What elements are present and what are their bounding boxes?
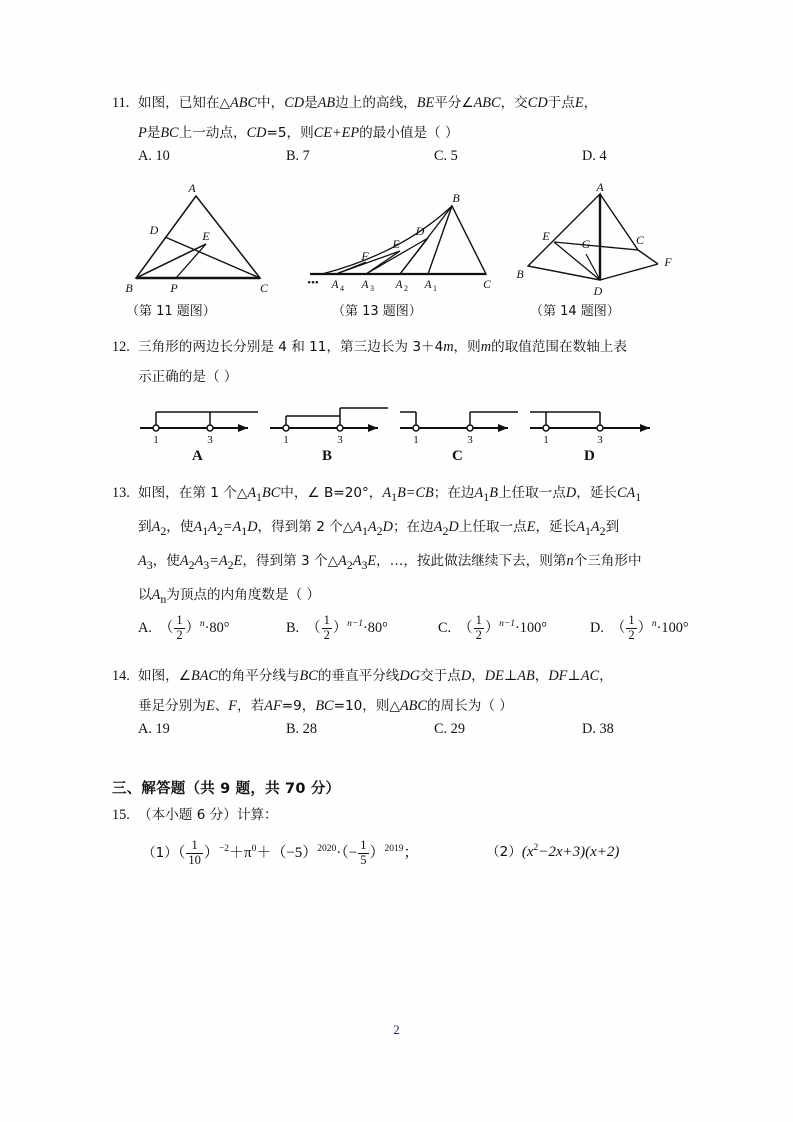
q11b-t1: 是 — [146, 125, 161, 141]
q13-c-frac — [474, 614, 484, 641]
q13a-t5: ，延长 — [576, 485, 618, 501]
q14a-v7: DF — [548, 668, 568, 685]
q15-part-1: （1）（ $\frac{1}{10}$ ）$^{-2}+\pi^0+(-5)^{2020}\cdot(-$ $\frac{1}{5}$ ）$^{2019}$； — [142, 838, 419, 867]
figure-row — [112, 182, 682, 300]
q11-option-a[interactable]: A. 10 — [138, 148, 170, 164]
svg-text:4: 4 — [340, 284, 344, 293]
q13-d-exp: n — [651, 619, 657, 630]
q13d-v1: A — [151, 586, 161, 603]
q12-label-c[interactable]: C — [452, 448, 463, 464]
q13c-v7: A — [352, 552, 362, 569]
question-12-numberlines — [112, 398, 682, 448]
q13b-v3: A — [208, 518, 217, 535]
svg-text:F: F — [361, 249, 369, 263]
q12-numberline-d[interactable] — [530, 398, 660, 451]
svg-text:D: D — [415, 224, 425, 238]
q14a-v8: AC — [580, 668, 600, 685]
question-13-line2 — [138, 512, 682, 546]
q13b-s9: 2 — [599, 523, 606, 538]
question-13-number: 13. — [112, 485, 130, 501]
q15-p1-prefix: （1） — [142, 845, 178, 862]
svg-text:A: A — [361, 279, 369, 291]
svg-text:D: D — [593, 284, 603, 298]
q11-v3: AB — [317, 95, 336, 111]
q13-a-exp: n — [199, 619, 205, 630]
question-11-body — [138, 88, 682, 148]
q12-v2: m — [480, 339, 492, 355]
q15-p1-plus2: ＋（−5） — [256, 845, 318, 862]
q14-option-b[interactable]: B. 28 — [286, 721, 317, 738]
page-content — [112, 88, 689, 886]
q12-numberline-b[interactable] — [270, 398, 390, 451]
q15-p1-f2den: 5 — [360, 852, 367, 867]
q11b-t2: 上一动点， — [178, 125, 247, 141]
q14a-t5: ， — [471, 668, 485, 685]
q13c-v2: A — [179, 552, 189, 569]
q14a-t3: 的垂直平分线 — [317, 668, 400, 685]
question-11-line2 — [138, 118, 682, 148]
q13c-t2: ，得到第 3 个△ — [242, 552, 339, 569]
q13b-v10: D — [448, 518, 459, 535]
q14b-t3: ，若 — [237, 698, 265, 715]
q14b-v1: E — [205, 698, 215, 715]
q13-d-den: 2 — [628, 627, 635, 642]
svg-text:3: 3 — [370, 284, 374, 293]
svg-text:A: A — [188, 182, 196, 195]
svg-text:E: E — [202, 229, 210, 243]
q11-t2: 中， — [257, 95, 285, 111]
q12-t2: ，则 — [453, 339, 481, 355]
question-13-line1 — [138, 478, 682, 512]
question-11-number: 11. — [112, 95, 130, 111]
q13-b-frac — [322, 614, 332, 641]
q13b-s4: 1 — [241, 523, 248, 538]
q13b-t5: 上任取一点 — [458, 518, 527, 535]
q13b-s1: 2 — [160, 523, 167, 538]
q11-option-b[interactable]: B. 7 — [286, 148, 310, 164]
q13b-v8: D — [382, 518, 393, 535]
question-12-body — [138, 332, 682, 392]
q13-c-exp: n−1 — [499, 619, 516, 630]
question-14-body — [138, 661, 682, 721]
question-12-line1 — [138, 332, 682, 362]
q13-b-exp: n−1 — [347, 619, 364, 630]
q15-p1-f1den: 10 — [188, 852, 201, 867]
q15-p1-exp2: 0 — [251, 844, 257, 855]
q13c-s1: 3 — [146, 557, 153, 572]
q15-p1-plus: ＋π — [228, 845, 252, 862]
q15-p1-f1num: 1 — [191, 838, 198, 853]
q13b-s2: 1 — [202, 523, 209, 538]
question-13-options — [138, 613, 689, 649]
q13a-sub4: 1 — [635, 489, 642, 504]
q14b-v5: ABC — [399, 698, 427, 715]
question-11-line1 — [138, 88, 682, 118]
q15-p1-f2num: 1 — [360, 838, 367, 853]
q14a-v3: DG — [399, 668, 421, 685]
q13-option-b[interactable]: B. （ $\frac{1}{2}$ ）$^{n-1}$·80° — [286, 613, 388, 642]
q13a-v8: CA — [617, 485, 636, 501]
svg-text:B: B — [452, 191, 460, 205]
q13a-sub3: 1 — [483, 489, 490, 504]
svg-text:2: 2 — [404, 284, 408, 293]
q11-v7: E — [574, 95, 584, 111]
q13b-v7: A — [367, 518, 377, 535]
q13a-v6: B — [489, 485, 498, 501]
q13c-v6: A — [338, 552, 347, 569]
q11-t4: 边上的高线， — [335, 95, 417, 111]
q12-numberline-c[interactable] — [400, 398, 520, 451]
q13c-v4: =A — [209, 552, 228, 569]
q13c-v8: E — [367, 552, 377, 569]
q13b-s7: 2 — [442, 523, 449, 538]
q13a-t1: 如图，在第 1 个△ — [138, 485, 248, 501]
q12-numberline-a[interactable] — [140, 398, 260, 451]
q11-v2: CD — [284, 95, 305, 111]
q13c-s3: 3 — [203, 557, 210, 572]
q11-t1: 如图，已知在△ — [138, 95, 231, 111]
q13d-t2: 为顶点的内角度数是（ ） — [166, 586, 321, 603]
question-14-line2 — [138, 691, 682, 721]
svg-text:E: E — [392, 237, 400, 251]
q13a-v1: A — [247, 485, 257, 501]
svg-text:C: C — [635, 233, 645, 247]
svg-text:F: F — [664, 255, 672, 269]
q13b-t6: ，延长 — [535, 518, 577, 535]
question-15-expressions — [138, 840, 682, 886]
page-number: 2 — [393, 1022, 400, 1037]
q14a-t8: ⊥ — [567, 668, 581, 685]
q12-label-b[interactable]: B — [322, 448, 333, 464]
q13b-v4: =A — [222, 518, 242, 535]
q13-d-frac — [626, 614, 636, 641]
question-12-option-labels — [112, 448, 682, 474]
svg-text:1: 1 — [433, 284, 437, 293]
svg-text:1: 1 — [153, 434, 159, 446]
q11b-t3: =5，则 — [266, 125, 314, 141]
q13b-s8: 1 — [584, 523, 591, 538]
q11-t3: 是 — [304, 95, 318, 111]
q13b-v2: A — [193, 518, 203, 535]
q15-p1-semi: ； — [403, 845, 419, 862]
q13b-v1: A — [151, 518, 161, 535]
question-13-body — [138, 478, 682, 613]
q13a-sub1: 1 — [256, 489, 262, 504]
q15-p1-frac1 — [186, 839, 203, 866]
q13c-t3: ，…，按此做法继续下去，则第 — [376, 552, 567, 569]
q14a-v2: BC — [299, 668, 318, 685]
q14b-v3: AF — [264, 698, 282, 715]
q14b-v4: BC — [315, 698, 334, 715]
q11b-v2: BC — [160, 125, 179, 141]
q13-b-label: B. — [286, 620, 300, 637]
q14b-t6: 的周长为（ ） — [426, 698, 513, 715]
q13a-v4: B=CB — [397, 485, 434, 501]
q13a-v5: A — [474, 485, 484, 501]
q11-v1: ABC — [230, 95, 258, 111]
svg-text:B: B — [125, 281, 133, 295]
q13b-t2: ，使 — [166, 518, 194, 535]
q12-label-a[interactable]: A — [192, 448, 203, 464]
q12-t1: 三角形的两边长分别是 4 和 11，第三边长为 3＋4 — [138, 339, 444, 355]
svg-text:•••: ••• — [307, 277, 319, 289]
q13b-t1: 到 — [138, 518, 152, 535]
question-12-line2: 示正确的是（ ） — [138, 369, 238, 385]
svg-text:P: P — [170, 281, 178, 295]
q11-t8: ， — [583, 95, 598, 111]
q13a-v2: BC — [262, 485, 281, 501]
q13d-t1: 以 — [138, 586, 152, 603]
q11-v6: CD — [527, 95, 548, 111]
q13b-v12: A — [576, 518, 585, 535]
q13b-s6: 2 — [376, 523, 383, 538]
svg-text:G: G — [581, 237, 591, 251]
q15-p2-expa: 2 — [533, 843, 539, 854]
svg-text:A: A — [424, 279, 432, 291]
figure-captions — [112, 300, 682, 326]
question-15-number: 15. — [112, 807, 130, 824]
q13b-s5: 1 — [361, 523, 368, 538]
q13-d-label: D. — [590, 620, 604, 637]
svg-text:3: 3 — [597, 434, 603, 446]
q11-option-c[interactable]: C. 5 — [434, 148, 458, 164]
svg-text:D: D — [149, 223, 159, 237]
svg-text:3: 3 — [467, 434, 473, 446]
question-15 — [112, 800, 682, 830]
q13-b-num: 1 — [323, 613, 330, 628]
q15-p1-exp3: 2020 — [317, 844, 337, 855]
q14a-v1: BAC — [190, 668, 218, 685]
q13c-v9: n — [566, 552, 574, 569]
q13c-v5: E — [233, 552, 243, 569]
section-3-title: 三、解答题（共 9 题，共 70 分） — [112, 781, 341, 798]
q13c-s2: 2 — [188, 557, 195, 572]
svg-text:C: C — [259, 281, 269, 295]
q13-a-num: 1 — [176, 613, 183, 628]
figure-13-caption: （第 13 题图） — [332, 304, 422, 319]
q13c-s5: 2 — [346, 557, 353, 572]
svg-text:B: B — [516, 267, 524, 281]
question-15-body — [138, 800, 682, 830]
q13b-v6: A — [353, 518, 362, 535]
question-14-options — [138, 721, 682, 751]
q11b-v1: P — [138, 125, 147, 141]
q13b-t4: ；在边 — [392, 518, 434, 535]
q14-option-c[interactable]: C. 29 — [434, 721, 465, 738]
question-13-line3 — [138, 546, 682, 580]
svg-text:1: 1 — [543, 434, 549, 446]
q13-c-label: C. — [438, 620, 452, 637]
q14a-v4: D — [460, 668, 472, 685]
svg-text:1: 1 — [283, 434, 289, 446]
question-11 — [112, 88, 682, 148]
q13b-v11: E — [526, 518, 536, 535]
question-12-number: 12. — [112, 339, 130, 355]
q14b-t2: 、 — [214, 698, 229, 715]
q13-c-mult: ·100° — [515, 620, 547, 637]
q14b-t4: =9， — [281, 698, 316, 715]
q11-v4: BE — [416, 95, 435, 111]
q13-c-den: 2 — [475, 627, 482, 642]
q13a-sub2: 1 — [391, 489, 398, 504]
q12-v1: m — [443, 339, 454, 355]
q11b-v4: CE+EP — [313, 125, 360, 141]
figure-11 — [118, 182, 278, 303]
question-14-line1 — [138, 661, 682, 691]
q14b-v2: F — [228, 698, 238, 715]
q13a-v3: A — [382, 485, 392, 501]
q11-option-d[interactable]: D. 4 — [582, 148, 607, 164]
question-14-number: 14. — [112, 668, 130, 685]
q13-d-mult: ·100° — [656, 620, 689, 637]
q15-p1-dot: · — [336, 845, 342, 862]
q13-d-num: 1 — [628, 613, 635, 628]
q15-p2-a: (x — [521, 844, 534, 861]
q13b-v5: D — [247, 518, 258, 535]
q11b-t4: 的最小值是（ ） — [359, 125, 459, 141]
figure-14-caption: （第 14 题图） — [530, 304, 620, 319]
q14a-t2: 的角平分线与 — [217, 668, 300, 685]
q14b-t1: 垂足分别为 — [138, 698, 206, 715]
q15-p1-exp4: 2019 — [384, 844, 404, 855]
q11-v5: ABC — [473, 95, 501, 111]
q14a-t7: ， — [534, 668, 549, 685]
question-14 — [112, 661, 682, 721]
svg-text:A: A — [596, 182, 604, 194]
q13c-s6: 3 — [361, 557, 368, 572]
q13-b-mult: ·80° — [363, 620, 388, 637]
svg-text:1: 1 — [413, 434, 419, 446]
svg-text:3: 3 — [337, 434, 343, 446]
q13-a-label: A. — [138, 620, 152, 637]
q14a-t6: ⊥ — [503, 668, 518, 685]
q14a-t4: 交于点 — [420, 668, 461, 685]
q13b-t7: 到 — [605, 518, 620, 535]
q13b-s3: 2 — [216, 523, 223, 538]
q14a-v5: DE — [484, 668, 504, 685]
q13a-t4: 上任取一点 — [497, 485, 566, 501]
q13b-v13: A — [590, 518, 600, 535]
q13d-s1: n — [160, 591, 167, 606]
q13b-v9: A — [433, 518, 443, 535]
question-12 — [112, 332, 682, 392]
svg-text:A: A — [395, 279, 403, 291]
figure-14 — [510, 182, 686, 303]
q13a-t3: ；在边 — [433, 485, 475, 501]
q13c-v1: A — [138, 552, 147, 569]
q13c-v3: A — [194, 552, 204, 569]
svg-text:E: E — [542, 229, 550, 243]
svg-text:C: C — [483, 279, 491, 291]
q11-t6: ，交 — [500, 95, 528, 111]
q13-option-c[interactable]: C. （ $\frac{1}{2}$ ）$^{n-1}$·100° — [438, 613, 547, 642]
q15-p1-close: ） — [369, 845, 385, 862]
q15-part-2 — [486, 840, 619, 861]
q14a-t1: 如图，∠ — [138, 668, 191, 685]
q13c-t1: ，使 — [152, 552, 180, 569]
figure-13 — [304, 188, 502, 305]
q13-a-den: 2 — [176, 627, 183, 642]
q14a-v6: AB — [517, 668, 535, 685]
q14a-t9: ， — [599, 668, 613, 685]
svg-text:3: 3 — [207, 434, 213, 446]
q14-option-a[interactable]: A. 19 — [138, 721, 170, 738]
q13-option-a[interactable]: A. （ $\frac{1}{2}$ ）$^n$·80° — [138, 613, 230, 642]
q11-t7: 于点 — [547, 95, 575, 111]
q12-t3: 的取值范围在数轴上表 — [491, 339, 627, 355]
q12-label-d[interactable]: D — [584, 448, 595, 464]
q11b-v3: CD — [246, 125, 267, 141]
q15-p1-frac2 — [358, 839, 368, 866]
question-13-line4 — [138, 580, 682, 614]
q13-c-num: 1 — [475, 613, 482, 628]
q13-a-frac — [174, 614, 184, 641]
question-15-lead: （本小题 6 分）计算： — [138, 807, 278, 824]
q14-option-d[interactable]: D. 38 — [582, 721, 614, 738]
q13-b-den: 2 — [323, 627, 330, 642]
q14b-t5: =10，则△ — [333, 698, 400, 715]
q13b-t3: ，得到第 2 个△ — [257, 518, 354, 535]
question-13 — [112, 478, 682, 613]
q13c-s4: 2 — [227, 557, 234, 572]
figure-11-caption: （第 11 题图） — [126, 304, 216, 319]
q11-t5: 平分∠ — [434, 95, 474, 111]
question-11-options — [138, 148, 682, 178]
q13a-t2: 中，∠ B=20°， — [280, 485, 383, 501]
q15-p1-open: （− — [341, 845, 358, 862]
q13-a-mult: ·80° — [204, 620, 230, 637]
q15-p1-exp1: −2 — [218, 844, 229, 855]
q13a-v7: D — [565, 485, 577, 501]
q15-p2-b: −2x+3)(x+2) — [538, 844, 620, 861]
q13-option-d[interactable]: D. （ $\frac{1}{2}$ ）$^n$·100° — [590, 613, 689, 642]
q13c-t4: 个三角形中 — [573, 552, 642, 569]
svg-text:A: A — [331, 279, 339, 291]
q15-p2-prefix: （2） — [486, 844, 522, 861]
